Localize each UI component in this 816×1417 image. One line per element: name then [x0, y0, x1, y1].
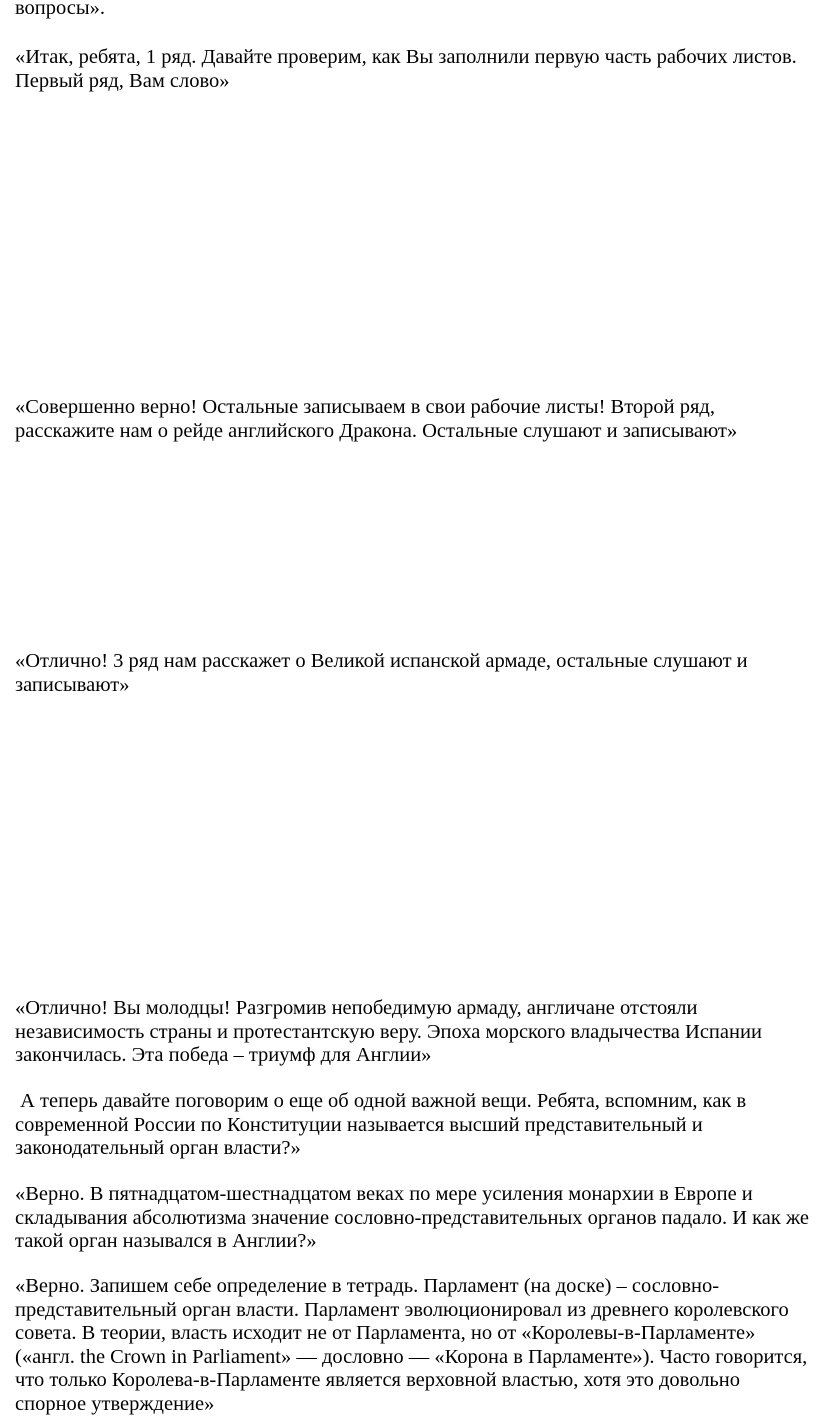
text-line: («англ. the Crown in Parliament» — дословно — «Корона в Парламенте»). Часто говорится,	[15, 1345, 808, 1368]
paragraph-constitution-question	[15, 1090, 805, 1161]
text-line: «Верно. Запишем себе определение в тетрадь. Парламент (на доске) – сословно-	[15, 1275, 720, 1297]
text-line: «Совершенно верно! Остальные записываем в свои рабочие листы! Второй ряд,	[15, 396, 715, 418]
text-line: закончилась. Эта победа – триумф для Англии»	[15, 1044, 432, 1067]
paragraph-row1-prompt	[15, 46, 805, 93]
text-line: современной России по Конституции называется высший представительный и	[15, 1113, 703, 1136]
paragraph-parliament-definition	[15, 1275, 808, 1417]
text-line: что только Королева-в-Парламенте является верховной властью, хотя это довольно	[15, 1369, 740, 1392]
text-line: представительный орган власти. Парламент эволюционировал из древнего королевского	[15, 1298, 789, 1321]
paragraph-absolutism	[15, 1183, 809, 1254]
paragraph-row2-prompt	[15, 396, 805, 443]
text-line: «Верно. В пятнадцатом-шестнадцатом веках по мере усиления монархии в Европе и	[15, 1183, 753, 1205]
text-line: спорное утверждение»	[15, 1392, 215, 1415]
text-line: вопросы».	[15, 0, 106, 19]
text-line: «Отлично! 3 ряд нам расскажет о Великой испанской армаде, остальные слушают и	[15, 650, 748, 672]
text-line: независимость страны и протестантскую веру. Эпоха морского владычества Испании	[15, 1020, 762, 1043]
text-line: расскажите нам о рейде английского Дракона. Остальные слушают и записывают»	[15, 419, 738, 442]
text-line: такой орган назывался в Англии?»	[15, 1230, 317, 1253]
paragraph-row3-prompt	[15, 650, 805, 697]
text-line: Первый ряд, Вам слово»	[15, 69, 230, 92]
text-line: законодательный орган власти?»	[15, 1137, 301, 1160]
text-line: записывают»	[15, 673, 130, 696]
paragraph-armada-conclusion	[15, 997, 805, 1068]
text-line: совета. В теории, власть исходит не от Парламента, но от «Королевы-в-Парламенте»	[15, 1322, 756, 1345]
text-line: складывания абсолютизма значение сословно-представительных органов падало. И как же	[15, 1206, 809, 1229]
paragraph-intro-tail	[15, 0, 805, 21]
text-line: А теперь давайте поговорим о еще об одной важной вещи. Ребята, вспомним, как в	[15, 1090, 747, 1112]
text-line: «Отлично! Вы молодцы! Разгромив непобедимую армаду, англичане отстояли	[15, 997, 698, 1019]
text-line: «Итак, ребята, 1 ряд. Давайте проверим, как Вы заполнили первую часть рабочих листов.	[15, 46, 797, 68]
